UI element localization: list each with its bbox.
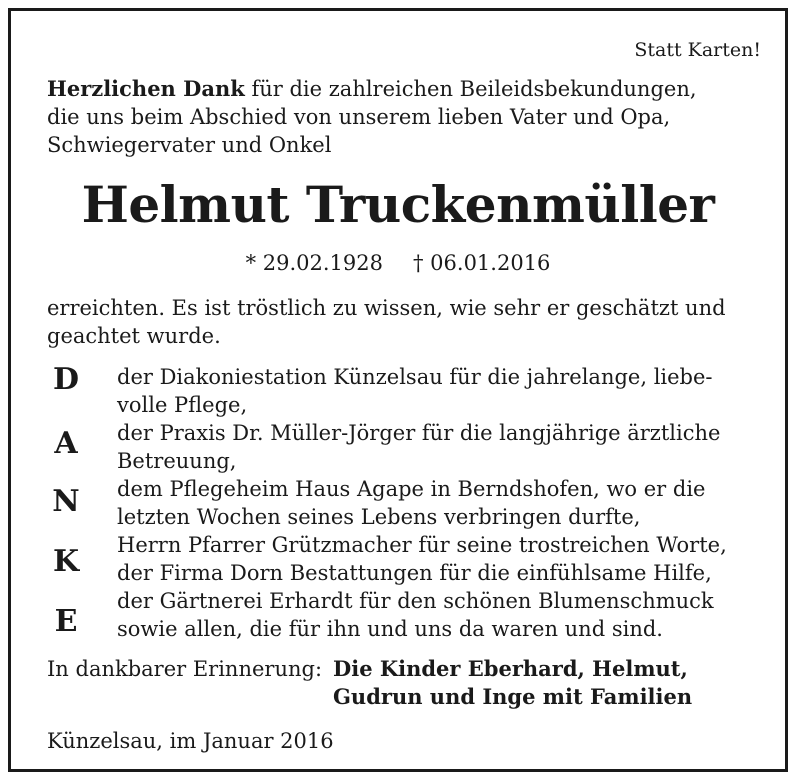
intro-line-1 [47,75,697,103]
thanks-line: letzten Wochen seines Lebens verbringen durfte, [117,505,641,529]
statt-karten-note: Statt Karten! [634,39,761,61]
thanks-line: der Gärtnerei Erhardt für den schönen Blumenschmuck [117,589,714,613]
danke-letter-n: N [52,484,80,519]
closing-paragraph [47,294,726,350]
thanks-line: der Diakoniestation Künzelsau für die jahrelange, liebe- [117,365,713,389]
obituary-notice [8,8,788,772]
intro-line-2: die uns beim Abschied von unserem lieben Vater und Opa, [47,105,671,129]
intro-line-1-rest: für die zahlreichen Beileidsbekundungen, [244,77,697,101]
birth-date: * 29.02.1928 [245,251,383,275]
thanks-line: Betreuung, [117,449,237,473]
thanks-line: dem Pflegeheim Haus Agape in Berndshofen, wo er die [117,477,706,501]
thanks-line: Herrn Pfarrer Grützmacher für seine trostreichen Worte, [117,533,727,557]
danke-letter-a: A [54,426,78,461]
intro-line-3: Schwiegervater und Onkel [47,133,332,157]
place-date: Künzelsau, im Januar 2016 [47,729,334,753]
life-dates [11,251,785,275]
signature-names [333,655,692,711]
death-date: † 06.01.2016 [413,251,551,275]
deceased-name: Helmut Truckenmüller [81,175,715,234]
thanks-line: sowie allen, die für ihn und uns da waren und sind. [117,617,663,641]
danke-letter-e: E [54,604,78,639]
thanks-line: volle Pflege, [117,393,248,417]
signature-names-line-1: Die Kinder Eberhard, Helmut, [333,656,688,681]
intro-bold-lead: Herzlichen Dank [47,76,245,101]
signature-names-line-2: Gudrun und Inge mit Familien [333,684,693,709]
thanks-list [117,363,727,643]
closing-line-1: erreichten. Es ist tröstlich zu wissen, wie sehr er geschätzt und [47,296,726,320]
danke-letter-k: K [52,544,80,579]
thanks-line: der Praxis Dr. Müller-Jörger für die langjährige ärztliche [117,421,721,445]
signature-label: In dankbarer Erinnerung: [47,657,323,681]
danke-letter-d: D [52,362,79,397]
thanks-line: der Firma Dorn Bestattungen für die einfühlsame Hilfe, [117,561,712,585]
closing-line-2: geachtet wurde. [47,324,221,348]
intro-paragraph [47,75,697,159]
